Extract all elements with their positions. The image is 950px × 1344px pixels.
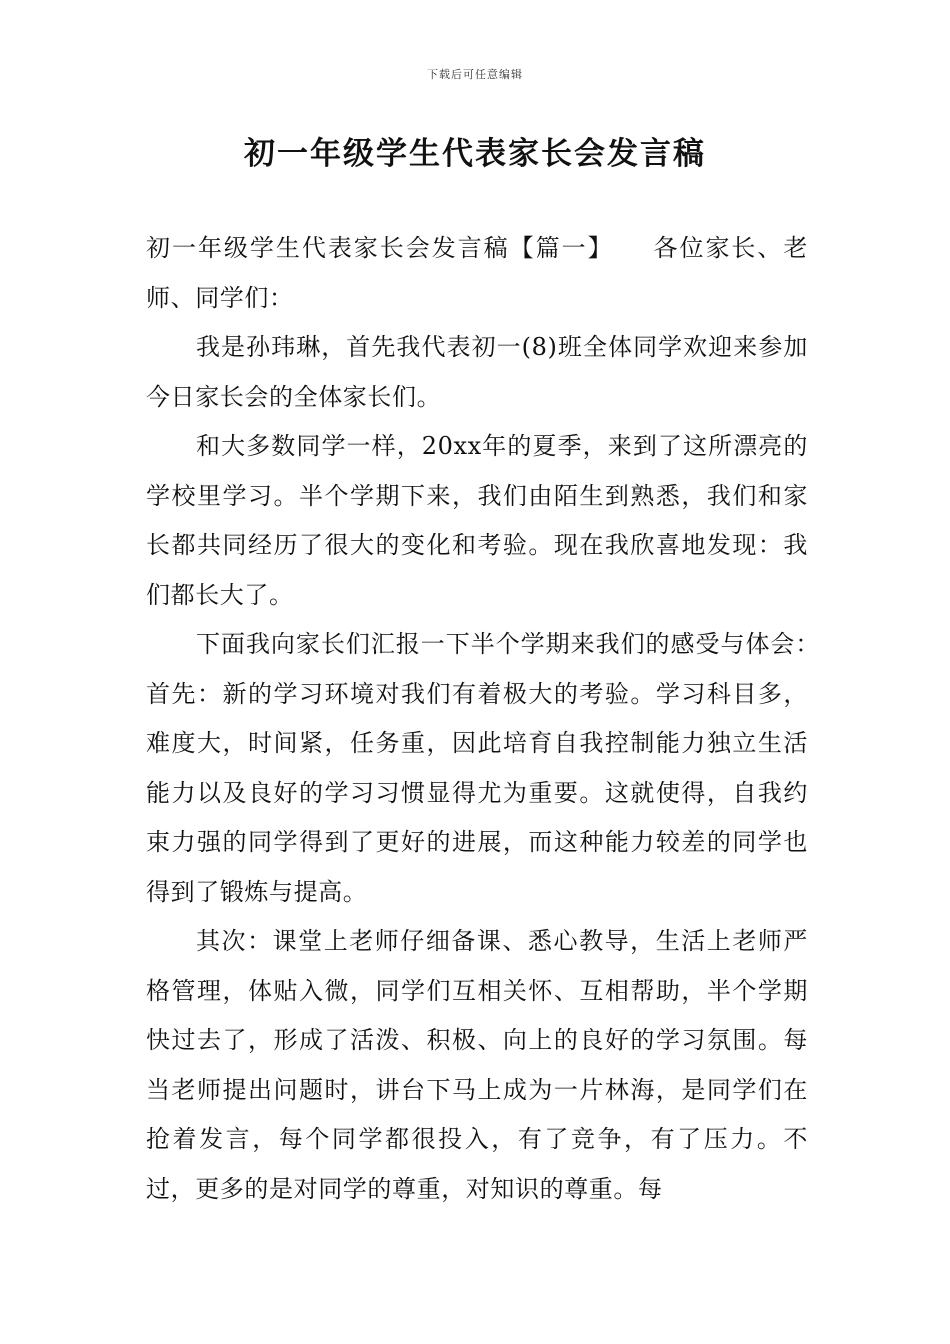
- paragraph-growth: 和大多数同学一样，20xx年的夏季，来到了这所漂亮的学校里学习。半个学期下来，我们由陌生到熟悉，我们和家长都共同经历了很大的变化和考验。现在我欣喜地发现：我们都长大了。: [146, 432, 808, 609]
- document-body: [146, 224, 833, 1214]
- paragraph-welcome: 我是孙玮琳，首先我代表初一(8)班全体同学欢迎来参加今日家长会的全体家长们。: [146, 333, 808, 411]
- paragraph-intro: 初一年级学生代表家长会发言稿【篇一】 各位家长、老师、同学们：: [146, 234, 808, 312]
- header-note: 下载后可任意编辑: [427, 68, 523, 81]
- paragraph-classroom: 其次：课堂上老师仔细备课、悉心教导，生活上老师严格管理，体贴入微，同学们互相关怀、互相帮助，半个学期快过去了，形成了活泼、积极、向上的良好的学习氛围。每当老师提出问题时，讲台下马上成为一片林海，是同学们在抢着发言，每个同学都很投入，有了竞争，有了压力。不过，更多的是对同学的尊重，对知识的尊重。每: [146, 927, 808, 1203]
- paragraph-report: 下面我向家长们汇报一下半个学期来我们的感受与体会： 首先：新的学习环境对我们有着极大的考验。学习科目多，难度大，时间紧，任务重，因此培育自我控制能力独立生活能力以及良好的学习习惯显得尤为重要。这就使得，自我约束力强的同学得到了更好的进展，而这种能力较差的同学也得到了锻炼与提高。: [146, 630, 833, 906]
- document-title: 初一年级学生代表家长会发言稿: [244, 136, 706, 172]
